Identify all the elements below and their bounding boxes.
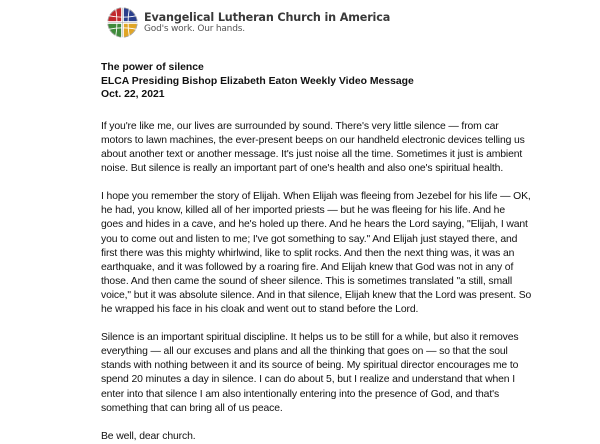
document-title: The power of silence bbox=[101, 62, 204, 73]
paragraph-line: voice," but it was absolute silence. And in that silence, Elijah knew that the Lord was present. So bbox=[101, 289, 532, 301]
brand-text bbox=[144, 11, 390, 35]
closing-line bbox=[101, 430, 511, 444]
paragraph-line: those. And then came the sound of sheer silence. This is sometimes translated "a still, small bbox=[101, 275, 513, 287]
paragraph-1 bbox=[101, 120, 525, 176]
paragraph-line: stands with nothing between it and its source of being. My spiritual director encourages me to bbox=[101, 360, 519, 372]
paragraph-line: Silence is an important spiritual discipline. It helps us to be still for a while, but also it removes bbox=[101, 332, 519, 344]
paragraph-line: enter into that silence I am also intentionally entering into the presence of God, and that's bbox=[101, 388, 500, 400]
paragraph-3 bbox=[101, 331, 519, 416]
paragraph-line: first there was this mighty whirlwind, like to split rocks. And then the next thing was, it was an bbox=[101, 247, 515, 259]
document-subtitle: ELCA Presiding Bishop Elizabeth Eaton Weekly Video Message bbox=[101, 75, 414, 87]
paragraph-line: spend 20 minutes a day in silence. I can do about 5, but I realize and understand that when I bbox=[101, 374, 515, 386]
paragraph-line: about another text or another message. It's just noise all the time. Sometimes it just is ambient bbox=[101, 148, 523, 160]
organization-tagline: God's work. Our hands. bbox=[144, 23, 245, 34]
paragraph-line: you to come out and listen to me; I've got something to say." And Elijah just stayed there, and bbox=[101, 233, 518, 245]
letterhead bbox=[107, 7, 390, 38]
paragraph-line: earthquake, and it was followed by a roaring fire. And Elijah knew that God was not in any of bbox=[101, 261, 514, 273]
document-body bbox=[101, 61, 532, 444]
paragraph-line: he wrapped his face in his cloak and went out to stand before the Lord. bbox=[101, 304, 419, 315]
paragraph-line: If you're like me, our lives are surrounded by sound. There's very little silence — from car bbox=[101, 120, 499, 132]
document-date: Oct. 22, 2021 bbox=[101, 89, 165, 101]
paragraph-line: something that can bring all of us peace. bbox=[101, 402, 283, 414]
paragraph-line: motors to lawn machines, the ever-present beeps on our handheld electronic devices telling us bbox=[101, 134, 525, 146]
paragraph-line: noise. But silence is really an important part of one's health and also one's spiritual health. bbox=[101, 163, 504, 175]
paragraph-line: I hope you remember the story of Elijah. When Elijah was fleeing from Jezebel for his life — OK, bbox=[101, 191, 531, 203]
paragraph-line: everything — all our excuses and plans and all the thinking that goes on — so that the soul bbox=[101, 346, 508, 358]
paragraph-line: Be well, dear church. bbox=[101, 430, 196, 442]
organization-name: Evangelical Lutheran Church in America bbox=[144, 10, 391, 24]
document-heading bbox=[101, 61, 511, 102]
paragraph-line: he had, you know, killed all of her imported priests — but he was fleeing for his life. And he bbox=[101, 205, 506, 217]
elca-logo-icon bbox=[107, 7, 138, 38]
paragraph-2 bbox=[101, 190, 532, 317]
paragraph-line: goes and hides in a cave, and he's holed up there. And he hears the Lord saying, "Elijah, I want bbox=[101, 219, 528, 231]
